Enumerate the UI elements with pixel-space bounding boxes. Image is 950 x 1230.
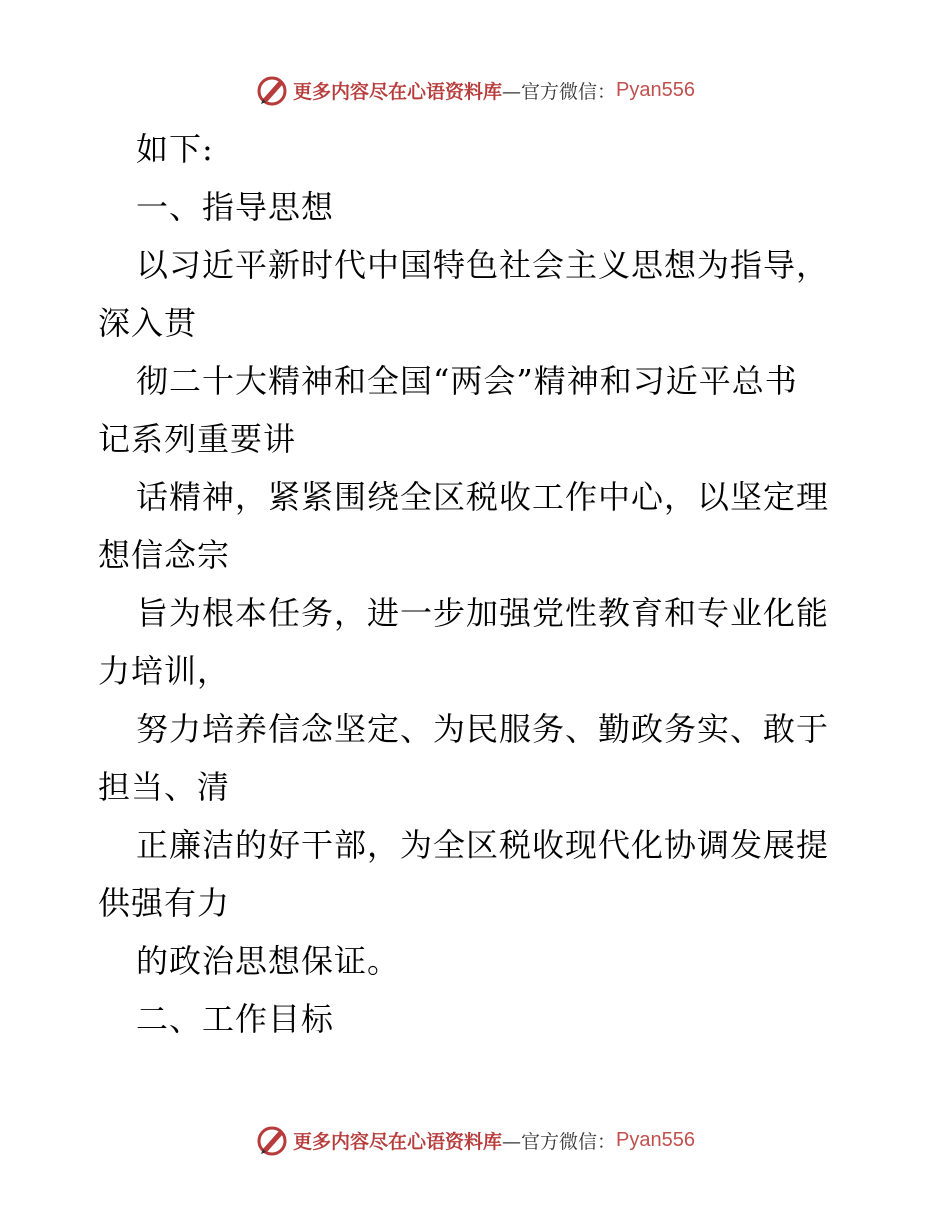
text-line: 记系列重要讲 bbox=[98, 420, 297, 458]
footer-wechat-label: —官方微信： bbox=[502, 1130, 617, 1153]
header-wechat-id: Pyan556 bbox=[616, 78, 695, 101]
text-line: 以习近平新时代中国特色社会主义思想为指导， bbox=[136, 246, 830, 284]
text-line: 旨为根本任务，进一步加强党性教育和专业化能 bbox=[136, 594, 830, 632]
document-body bbox=[98, 120, 858, 1048]
text-line: 话精神，紧紧围绕全区税收工作中心，以坚定理 bbox=[136, 478, 830, 516]
text-line: 如下: bbox=[136, 130, 214, 168]
text-line: 力培训， bbox=[98, 652, 231, 690]
text-line: 的政治思想保证。 bbox=[136, 942, 401, 980]
text-line: 供强有力 bbox=[98, 884, 231, 922]
text-line: 彻二十大精神和全国“两会”精神和习近平总书 bbox=[136, 362, 798, 400]
section-heading: 一、指导思想 bbox=[136, 188, 335, 226]
header-wechat-label: —官方微信： bbox=[502, 80, 617, 103]
text-line: 正廉洁的好干部，为全区税收现代化协调发展提 bbox=[136, 826, 830, 864]
text-line: 深入贯 bbox=[98, 304, 198, 342]
pen-logo-icon bbox=[255, 73, 289, 107]
text-line: 想信念宗 bbox=[98, 536, 231, 574]
header-brand-text: 更多内容尽在心语资料库 bbox=[293, 80, 503, 103]
footer-wechat-id: Pyan556 bbox=[616, 1128, 695, 1151]
text-line: 担当、清 bbox=[98, 768, 231, 806]
section-heading: 二、工作目标 bbox=[136, 1000, 335, 1038]
pen-logo-icon bbox=[255, 1123, 289, 1157]
footer-banner bbox=[0, 1120, 950, 1160]
footer-brand-text: 更多内容尽在心语资料库 bbox=[293, 1130, 503, 1153]
header-banner bbox=[0, 70, 950, 110]
text-line: 努力培养信念坚定、为民服务、勤政务实、敢于 bbox=[136, 710, 830, 748]
